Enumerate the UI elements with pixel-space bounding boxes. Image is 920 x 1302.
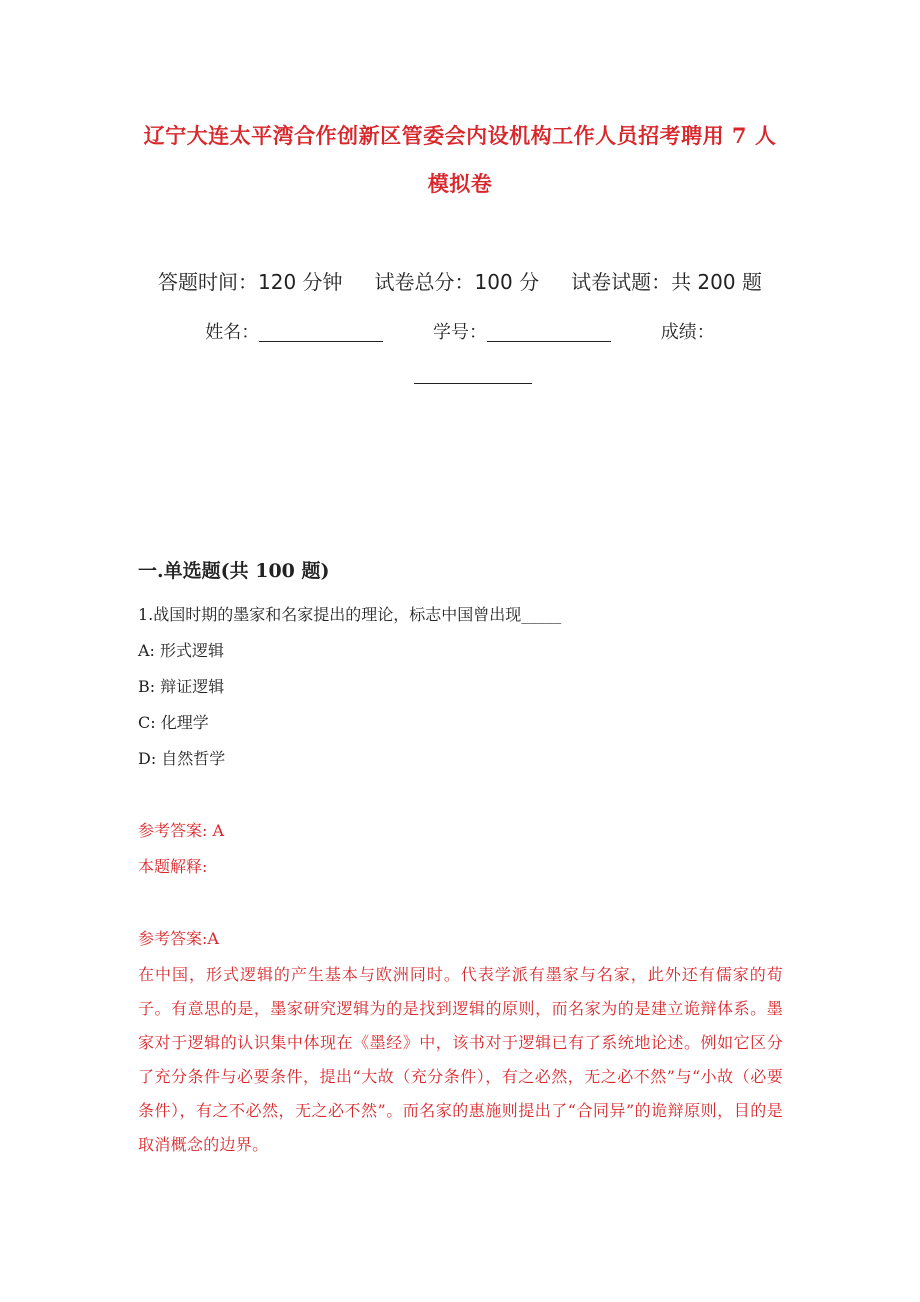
student-fields bbox=[100, 318, 820, 344]
option-c: C: 化理学 bbox=[138, 713, 209, 732]
option-a: A: 形式逻辑 bbox=[138, 641, 225, 660]
question-stem: 1.战国时期的墨家和名家提出的理论，标志中国曾出现_____ bbox=[138, 605, 562, 624]
section-title: 一.单选题(共 100 题) bbox=[138, 560, 330, 582]
exam-time: 答题时间：120 分钟 bbox=[158, 270, 343, 294]
document-title-line2: 模拟卷 bbox=[427, 171, 493, 196]
score-field bbox=[661, 318, 715, 344]
id-label: 学号： bbox=[433, 322, 487, 343]
name-label: 姓名： bbox=[205, 322, 260, 343]
exam-question-count: 试卷试题：共 200 题 bbox=[571, 270, 762, 294]
reference-answer: 参考答案: A bbox=[138, 821, 225, 840]
name-blank bbox=[259, 323, 383, 342]
option-d: D: 自然哲学 bbox=[138, 749, 226, 768]
explanation-label: 本题解释: bbox=[138, 857, 208, 876]
reference-answer-repeat: 参考答案:A bbox=[138, 929, 219, 948]
explanation-text: 在中国，形式逻辑的产生基本与欧洲同时。代表学派有墨家与名家，此外还有儒家的荀子。有意思的是，墨家研究逻辑为的是找到逻辑的原则，而名家为的是建立诡辩体系。墨家对于逻辑的认识集中体现在《墨经》中，该书对于逻辑已有了系统地论述。例如它区分了充分条件与必要条件，提出“大故（充分条件），有之必然，无之必不然”与“小故（必要条件），有之不必然，无之必不然”。而名家的惠施则提出了“合同异”的诡辩原则，目的是取消概念的边界。 bbox=[138, 965, 783, 1154]
id-field bbox=[433, 318, 611, 344]
exam-meta bbox=[100, 266, 820, 295]
score-blank bbox=[414, 383, 532, 384]
option-b: B: 辩证逻辑 bbox=[138, 677, 225, 696]
name-field bbox=[205, 318, 383, 344]
id-blank bbox=[487, 323, 611, 342]
document-title-line1: 辽宁大连太平湾合作创新区管委会内设机构工作人员招考聘用 7 人 bbox=[143, 123, 777, 148]
score-label: 成绩： bbox=[660, 322, 715, 343]
exam-total-score: 试卷总分：100 分 bbox=[374, 270, 540, 294]
